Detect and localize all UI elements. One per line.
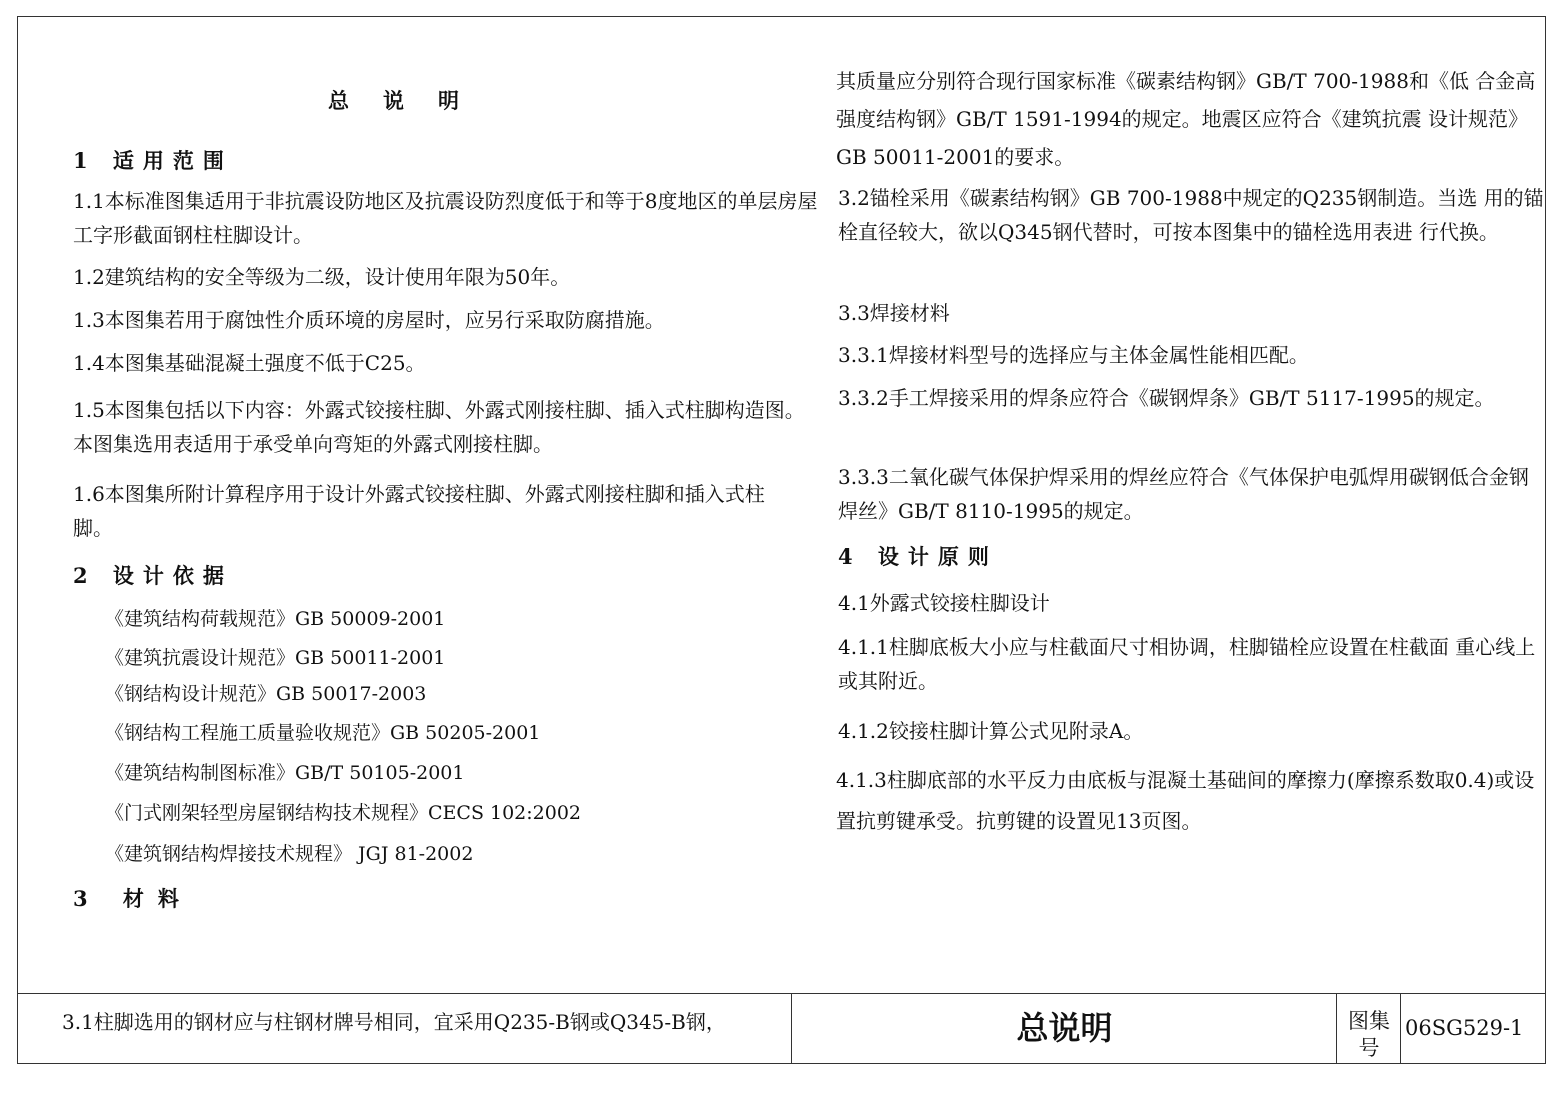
reference-1: 《建筑结构荷载规范》GB 50009-2001: [105, 608, 446, 630]
reference-6: 《门式刚架轻型房屋钢结构技术规程》CECS 102:2002: [105, 802, 582, 824]
paragraph-4-1-1: 4.1.1柱脚底板大小应与柱截面尺寸相协调，柱脚锚栓应设置在柱截面 重心线上或其附近。: [838, 635, 1536, 693]
reference-7: 《建筑钢结构焊接技术规程》 JGJ 81-2002: [105, 843, 474, 865]
section-4-heading: 4 设计原则: [838, 544, 998, 569]
paragraph-1-6: 1.6本图集所附计算程序用于设计外露式铰接柱脚、外露式刚接柱脚和插入式柱脚。: [73, 482, 765, 540]
paragraph-3-3-1: 3.3.1焊接材料型号的选择应与主体金属性能相匹配。: [838, 343, 1309, 367]
page-title: 总说明: [328, 88, 493, 113]
title-block-bottom-line: [791, 1063, 1546, 1064]
paragraph-4-1-2: 4.1.2铰接柱脚计算公式见附录A。: [838, 719, 1144, 743]
paragraph-1-5: 1.5本图集包括以下内容：外露式铰接柱脚、外露式刚接柱脚、插入式柱脚构造图。本图集选用表适用于承受单向弯矩的外露式刚接柱脚。: [73, 398, 805, 456]
title-block-title: 总说明: [1016, 1009, 1113, 1047]
paragraph-1-3: 1.3本图集若用于腐蚀性介质环境的房屋时，应另行采取防腐措施。: [73, 308, 665, 332]
section-1-heading: 1 适用范围: [73, 148, 233, 173]
paragraph-3-3-2: 3.3.2手工焊接采用的焊条应符合《碳钢焊条》GB/T 5117-1995的规定。: [838, 386, 1495, 410]
paragraph-1-4: 1.4本图集基础混凝土强度不低于C25。: [73, 351, 426, 375]
reference-5: 《建筑结构制图标准》GB/T 50105-2001: [105, 762, 465, 784]
paragraph-3-2: 3.2锚栓采用《碳素结构钢》GB 700-1988中规定的Q235钢制造。当选 用的锚栓直径较大，欲以Q345钢代替时，可按本图集中的锚栓选用表进 行代换。: [838, 186, 1544, 244]
reference-2: 《建筑抗震设计规范》GB 50011-2001: [105, 647, 446, 669]
section-3-1-text: 3.1柱脚选用的钢材应与柱钢材牌号相同，宜采用Q235-B钢或Q345-B钢，: [62, 1010, 726, 1034]
paragraph-4-1: 4.1外露式铰接柱脚设计: [838, 591, 1050, 615]
paragraph-4-1-3: 4.1.3柱脚底部的水平反力由底板与混凝土基础间的摩擦力(摩擦系数取0.4)或设置抗剪键承受。抗剪键的设置见13页图。: [836, 768, 1535, 833]
section-3-1-continuation: 其质量应分别符合现行国家标准《碳素结构钢》GB/T 700-1988和《低 合金高强度结构钢》GB/T 1591-1994的规定。地震区应符合《建筑抗震 设计规范》GB 50011-2001的要求。: [836, 69, 1536, 169]
paragraph-1-1: 1.1本标准图集适用于非抗震设防地区及抗震设防烈度低于和等于8度地区的单层房屋工字形截面钢柱柱脚设计。: [73, 189, 818, 247]
paragraph-3-3: 3.3焊接材料: [838, 301, 950, 325]
atlas-number: 06SG529-1: [1405, 1016, 1524, 1040]
reference-4: 《钢结构工程施工质量验收规范》GB 50205-2001: [105, 722, 541, 744]
atlas-number-label: 图集号: [1348, 1009, 1390, 1060]
paragraph-3-3-3: 3.3.3二氧化碳气体保护焊采用的焊丝应符合《气体保护电弧焊用碳钢低合金钢焊丝》GB/T 8110-1995的规定。: [838, 465, 1529, 523]
title-block-divider: [1400, 993, 1401, 1064]
section-3-heading: 3 材料: [73, 886, 193, 911]
section-2-heading: 2 设计依据: [73, 563, 233, 588]
paragraph-1-2: 1.2建筑结构的安全等级为二级，设计使用年限为50年。: [73, 265, 571, 289]
reference-3: 《钢结构设计规范》GB 50017-2003: [105, 683, 427, 705]
